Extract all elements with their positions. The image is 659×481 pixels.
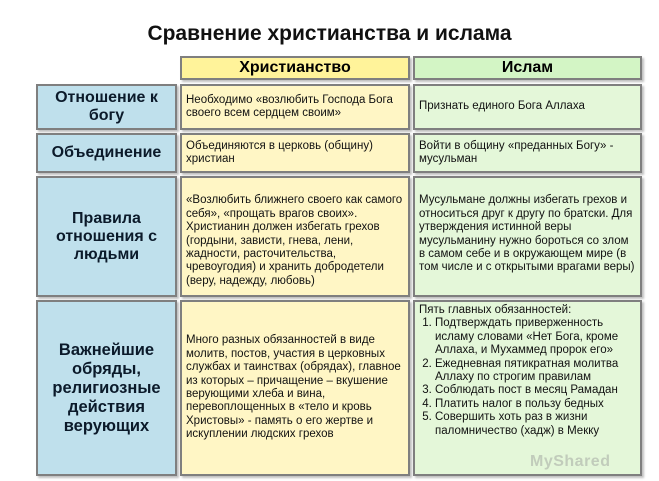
list-item: 2. Ежедневная пятикратная молитва Аллаху по строгим правилам — [435, 358, 636, 385]
list-item: 1. Подтверждать приверженность исламу словами «Нет Бога, кроме Аллаха, и Мухаммед пророк его» — [435, 317, 636, 357]
row-header-rules-with-people: Правила отношения с людьми — [36, 176, 177, 297]
cell-islam-union: Войти в общину «преданных Богу» - мусульман — [413, 133, 642, 173]
duties-list — [419, 317, 636, 438]
column-header-christianity-label: Христианство — [239, 59, 351, 76]
list-item: 5. Совершить хоть раз в жизни паломничество (хадж) в Мекку — [435, 411, 636, 438]
cell-christianity-rules-with-people: «Возлюбить ближнего своего как самого себя», «прощать врагов своих». Христианин должен избегать грехов (гордыни, зависти, гнева, лени, жадности, расточительства, чревоугодия) и хранить добродетели (веру, надежду, любовь) — [180, 176, 410, 297]
cell-islam-relation-to-god: Признать единого Бога Аллаха — [413, 84, 642, 130]
cell-islam-rules-with-people: Мусульмане должны избегать грехов и относиться друг к другу по братски. Для утверждения истинной веры мусульманину нужно бороться со злом в самом себе и в окружающем мире (в том числе и с открытыми врагами веры) — [413, 176, 642, 297]
list-item: 3. Соблюдать пост в месяц Рамадан — [435, 384, 636, 397]
page-title: Сравнение христианства и ислама — [147, 22, 512, 45]
row-header-union: Объединение — [36, 133, 177, 173]
duties-intro: Пять главных обязанностей: — [419, 304, 572, 316]
row-header-relation-to-god: Отношение к богу — [36, 84, 177, 130]
cell-christianity-rituals: Много разных обязанностей в виде молитв, постов, участия в церковных службах и таинствах (обрядах), главное из которых – причащение – вкушение верующими хлеба и вина, перевоплощенных в «тело и кровь Христовы» - память о его жертве и искуплении людских грехов — [180, 300, 410, 476]
column-header-islam-label: Ислам — [501, 59, 554, 76]
cell-christianity-union: Объединяются в церковь (общину) христиан — [180, 133, 410, 173]
row-header-rituals: Важнейшие обряды, религиозные действия верующих — [36, 300, 177, 476]
cell-islam-rituals — [413, 300, 642, 476]
column-header-islam — [413, 56, 642, 80]
cell-christianity-relation-to-god: Необходимо «возлюбить Господа Бога своего всем сердцем своим» — [180, 84, 410, 130]
column-header-christianity — [180, 56, 410, 80]
list-item: 4. Платить налог в пользу бедных — [435, 398, 636, 411]
watermark-text: MyShared — [530, 453, 611, 470]
